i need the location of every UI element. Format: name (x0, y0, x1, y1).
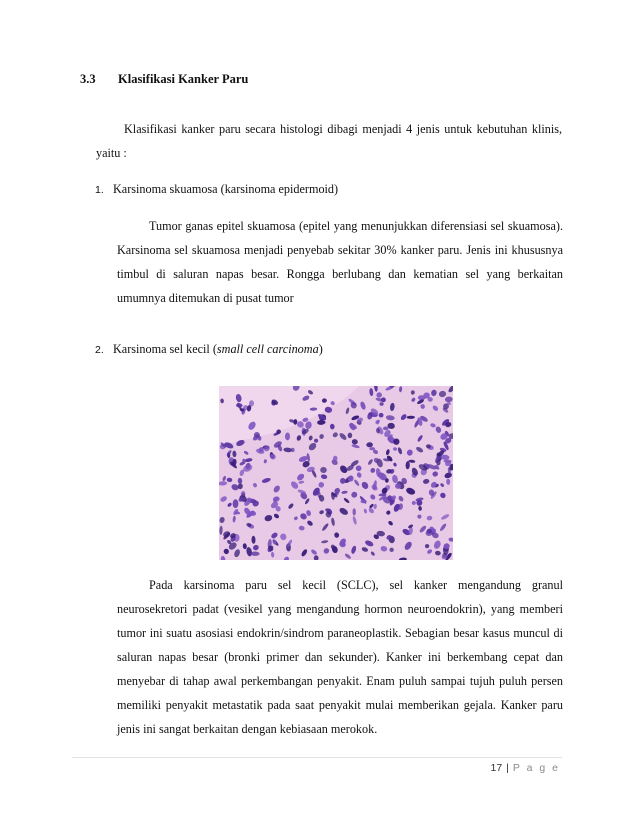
page-number: 17 (490, 762, 503, 774)
intro-paragraph: Klasifikasi kanker paru secara histologi dibagi menjadi 4 jenis untuk kebutuhan klinis, yaitu : (96, 122, 562, 160)
cell-nucleus (353, 508, 356, 515)
list-item-title: Karsinoma skuamosa (karsinoma epidermoid) (113, 182, 339, 196)
list-marker: 1. (95, 184, 104, 196)
small-cell-paragraph: Pada karsinoma paru sel kecil (SCLC), sel kanker mengandung granul neurosekretori padat (vesikel yang mengandung hormon neuroendokrin), yang memberi tumor ini suatu asosiasi endokrin/sindrom paraneoplastik. Sebagian besar kasus muncul di saluran napas besar (bronki primer dan sekunder). Kanker ini berkembang cepat dan menyebar di tahap awal perkembangan penyakit. Enam puluh sampai tujuh puluh persen memiliki penyakit metastatik pada saat penyakit mulai memberikan gejala. Kanker paru jenis ini sangat berkaitan dengan kebiasaan merokok. (117, 578, 563, 736)
page-word: P a g e (512, 762, 560, 774)
list-marker: 2. (95, 344, 104, 356)
section-heading (80, 72, 248, 87)
histology-micrograph (219, 386, 453, 560)
cell-nucleus (380, 402, 384, 406)
section-title: Klasifikasi Kanker Paru (118, 72, 249, 86)
title-prefix: Karsinoma sel kecil ( (113, 342, 217, 356)
footer-separator: | (506, 762, 509, 774)
footer-divider (72, 757, 562, 758)
page-footer (490, 762, 560, 774)
section-number: 3.3 (80, 72, 96, 86)
list-item-squamous (95, 182, 338, 197)
list-item-title (113, 342, 323, 357)
cell-nucleus (233, 499, 239, 508)
squamous-paragraph: Tumor ganas epitel skuamosa (epitel yang menunjukkan diferensiasi sel skuamosa). Karsinoma sel skuamosa menjadi penyebab sekitar 30% kanker paru. Jenis ini khususnya timbul di saluran napas besar. Rongga berlubang dan kematian sel yang berkaitan umumnya ditemukan di pusat tumor (117, 219, 563, 305)
histology-image (219, 386, 453, 560)
title-italic: small cell carcinoma (216, 342, 319, 356)
title-suffix: ) (318, 342, 323, 356)
list-item-small-cell (95, 342, 323, 357)
